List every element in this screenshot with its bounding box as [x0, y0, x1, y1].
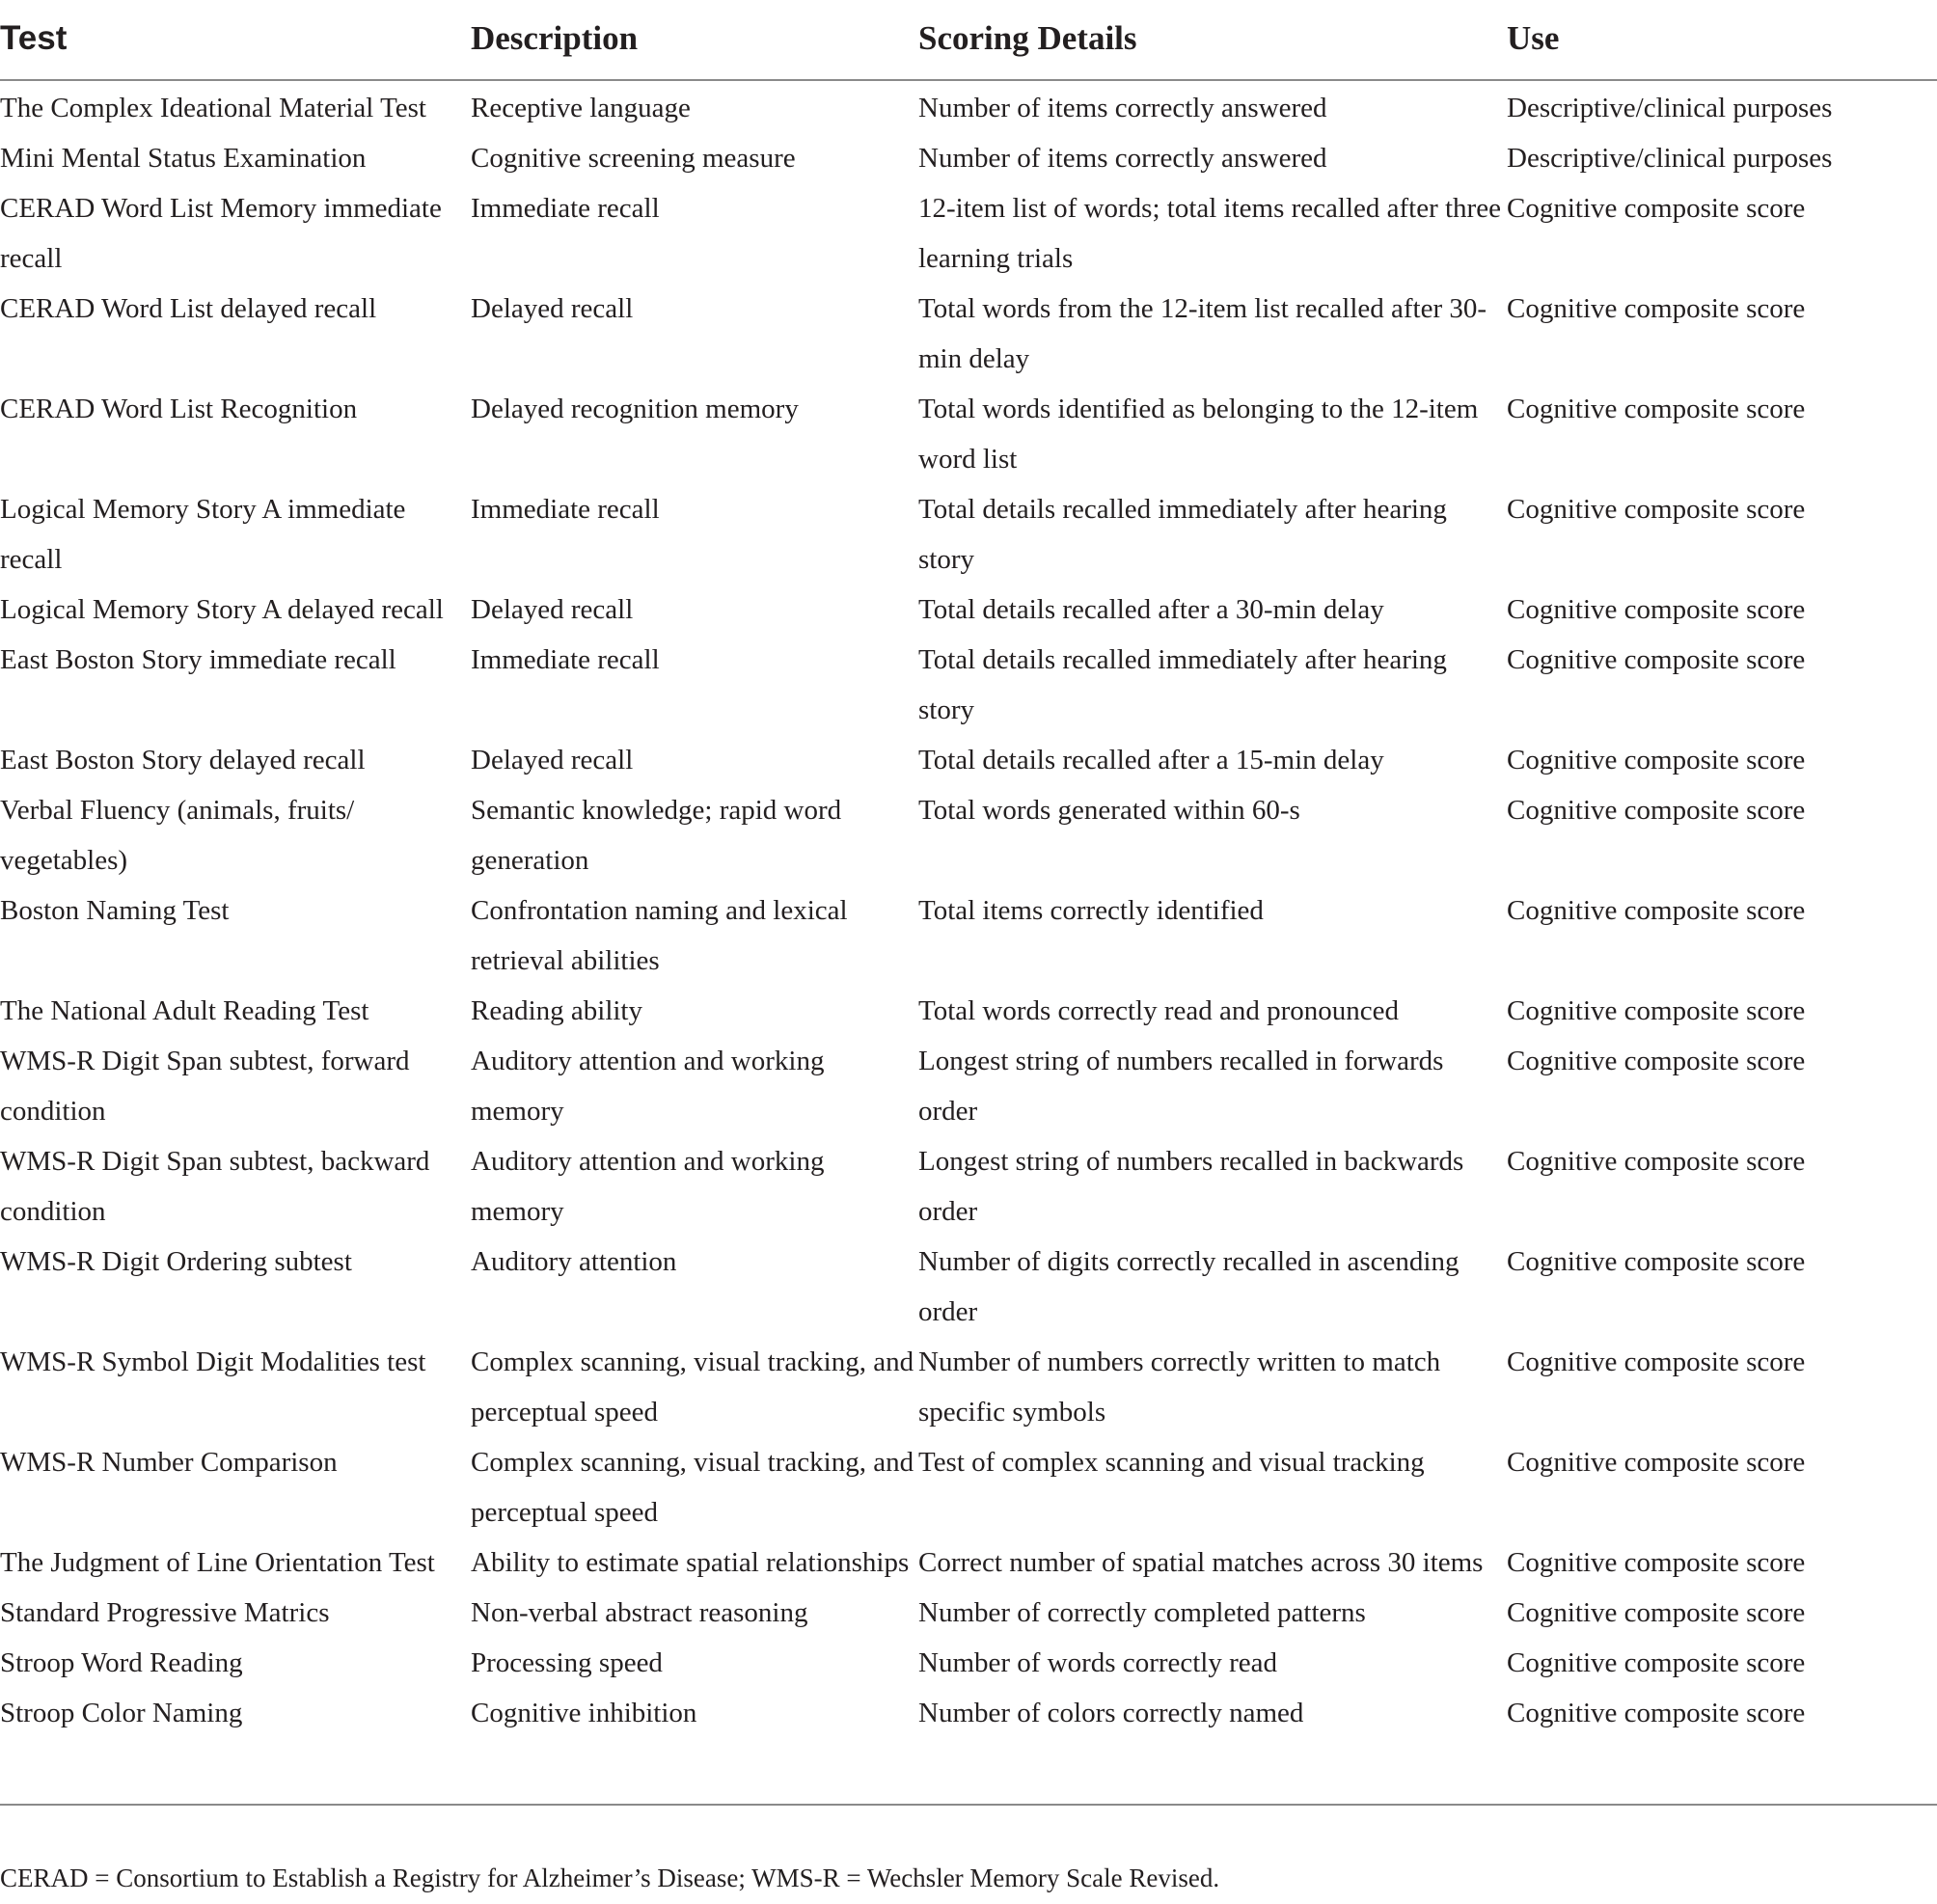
- cell-test: East Boston Story delayed recall: [0, 745, 366, 775]
- cell-test: The Judgment of Line Orientation Test: [0, 1547, 435, 1578]
- cell-use: Cognitive composite score: [1507, 1146, 1806, 1177]
- cell-use: Cognitive composite score: [1507, 1046, 1806, 1076]
- cell-use: Descriptive/clinical purposes: [1507, 143, 1833, 174]
- cell-description: Non-verbal abstract reasoning: [471, 1597, 808, 1628]
- table-row: [0, 183, 1937, 284]
- cell-test: Mini Mental Status Examination: [0, 143, 367, 174]
- table-row: [0, 1688, 1937, 1738]
- cell-scoring-details: Total details recalled after a 30-min delay: [918, 594, 1384, 625]
- cell-description: Ability to estimate spatial relationships: [471, 1547, 910, 1578]
- cell-test: East Boston Story immediate recall: [0, 644, 396, 675]
- cell-use: Cognitive composite score: [1507, 1547, 1806, 1578]
- cell-use: Cognitive composite score: [1507, 995, 1806, 1026]
- cell-scoring-details: Correct number of spatial matches across 30 items: [918, 1547, 1484, 1578]
- cell-description: Delayed recall: [471, 745, 634, 775]
- cell-description: Complex scanning, visual tracking, and perceptual speed: [471, 1346, 914, 1428]
- cell-use: Cognitive composite score: [1507, 594, 1806, 625]
- cell-scoring-details: Number of digits correctly recalled in ascending order: [918, 1246, 1460, 1327]
- cell-scoring-details: Number of items correctly answered: [918, 143, 1327, 174]
- cell-use: Cognitive composite score: [1507, 394, 1806, 424]
- cell-test: WMS-R Number Comparison: [0, 1447, 338, 1478]
- cell-description: Cognitive inhibition: [471, 1698, 697, 1728]
- cell-test: The Complex Ideational Material Test: [0, 93, 426, 123]
- cell-description: Auditory attention and working memory: [471, 1146, 825, 1227]
- cell-scoring-details: Number of correctly completed patterns: [918, 1597, 1366, 1628]
- cell-scoring-details: Total details recalled immediately after hearing story: [918, 644, 1447, 725]
- table-row: [0, 1237, 1937, 1337]
- cell-test: CERAD Word List delayed recall: [0, 293, 377, 324]
- cell-scoring-details: Total words identified as belonging to the 12-item word list: [918, 394, 1479, 475]
- column-header-use: Use: [1507, 0, 1937, 80]
- table-row: [0, 1437, 1937, 1537]
- column-header-description: Description: [471, 0, 918, 80]
- cell-test: Logical Memory Story A delayed recall: [0, 594, 444, 625]
- table-row: [0, 585, 1937, 635]
- cell-use: Descriptive/clinical purposes: [1507, 93, 1833, 123]
- cell-scoring-details: Total words generated within 60-s: [918, 795, 1300, 826]
- cell-test: Standard Progressive Matrics: [0, 1597, 330, 1628]
- cell-scoring-details: Test of complex scanning and visual tracking: [918, 1447, 1425, 1478]
- cell-use: Cognitive composite score: [1507, 1346, 1806, 1377]
- cell-description: Auditory attention: [471, 1246, 677, 1277]
- cell-test: CERAD Word List Memory immediate recall: [0, 193, 442, 274]
- cell-description: Confrontation naming and lexical retrieval abilities: [471, 895, 848, 976]
- cell-test: CERAD Word List Recognition: [0, 394, 358, 424]
- table-row: [0, 133, 1937, 183]
- table-row: [0, 1036, 1937, 1136]
- table-row: [0, 1588, 1937, 1638]
- cell-test: Verbal Fluency (animals, fruits/ vegetables): [0, 795, 355, 876]
- table-row: [0, 384, 1937, 484]
- cell-use: Cognitive composite score: [1507, 1698, 1806, 1728]
- table-row: [0, 1337, 1937, 1437]
- cell-use: Cognitive composite score: [1507, 644, 1806, 675]
- cell-scoring-details: Number of colors correctly named: [918, 1698, 1304, 1728]
- table-row: [0, 735, 1937, 785]
- cell-description: Immediate recall: [471, 193, 660, 224]
- cell-test: Boston Naming Test: [0, 895, 230, 926]
- cell-test: WMS-R Digit Span subtest, backward condition: [0, 1146, 430, 1227]
- table-row: [0, 80, 1937, 133]
- cell-description: Immediate recall: [471, 644, 660, 675]
- table-row: [0, 785, 1937, 885]
- header-row: [0, 0, 1937, 80]
- cell-use: Cognitive composite score: [1507, 1647, 1806, 1678]
- table-header: [0, 0, 1937, 80]
- cell-use: Cognitive composite score: [1507, 895, 1806, 926]
- cell-use: Cognitive composite score: [1507, 1447, 1806, 1478]
- column-header-scoring-details: Scoring Details: [918, 0, 1507, 80]
- cell-scoring-details: Total words from the 12-item list recalled after 30-min delay: [918, 293, 1487, 374]
- cell-scoring-details: Number of numbers correctly written to match specific symbols: [918, 1346, 1441, 1428]
- cell-scoring-details: 12-item list of words; total items recalled after three learning trials: [918, 193, 1501, 274]
- cell-use: Cognitive composite score: [1507, 193, 1806, 224]
- cell-use: Cognitive composite score: [1507, 293, 1806, 324]
- table-row: [0, 1638, 1937, 1688]
- cell-description: Delayed recall: [471, 594, 634, 625]
- table-footnote: CERAD = Consortium to Establish a Registry for Alzheimer’s Disease; WMS-R = Wechsler Memory Scale Revised.: [0, 1863, 1220, 1892]
- cell-test: The National Adult Reading Test: [0, 995, 369, 1026]
- table-row: [0, 885, 1937, 986]
- column-header-test: Test: [0, 0, 471, 80]
- table-row: [0, 986, 1937, 1036]
- cell-use: Cognitive composite score: [1507, 745, 1806, 775]
- cell-use: Cognitive composite score: [1507, 494, 1806, 525]
- cell-scoring-details: Total details recalled immediately after hearing story: [918, 494, 1447, 575]
- cell-scoring-details: Total words correctly read and pronounced: [918, 995, 1400, 1026]
- table-row: [0, 284, 1937, 384]
- table-bottom-rule: [0, 1804, 1937, 1806]
- table-body: [0, 80, 1937, 1738]
- cell-use: Cognitive composite score: [1507, 795, 1806, 826]
- table-row: [0, 1537, 1937, 1588]
- cell-scoring-details: Number of words correctly read: [918, 1647, 1278, 1678]
- cell-description: Cognitive screening measure: [471, 143, 796, 174]
- table-row: [0, 484, 1937, 585]
- cell-use: Cognitive composite score: [1507, 1246, 1806, 1277]
- cell-test: WMS-R Symbol Digit Modalities test: [0, 1346, 426, 1377]
- cell-test: WMS-R Digit Span subtest, forward condition: [0, 1046, 410, 1127]
- cell-scoring-details: Total items correctly identified: [918, 895, 1264, 926]
- cell-description: Reading ability: [471, 995, 642, 1026]
- table-row: [0, 635, 1937, 735]
- cell-description: Auditory attention and working memory: [471, 1046, 825, 1127]
- cell-description: Receptive language: [471, 93, 691, 123]
- cell-test: WMS-R Digit Ordering subtest: [0, 1246, 352, 1277]
- cell-description: Semantic knowledge; rapid word generation: [471, 795, 842, 876]
- cell-scoring-details: Longest string of numbers recalled in backwards order: [918, 1146, 1464, 1227]
- cell-description: Delayed recognition memory: [471, 394, 799, 424]
- cell-test: Stroop Color Naming: [0, 1698, 243, 1728]
- cell-description: Complex scanning, visual tracking, and perceptual speed: [471, 1447, 914, 1528]
- cell-scoring-details: Longest string of numbers recalled in forwards order: [918, 1046, 1444, 1127]
- cell-scoring-details: Total details recalled after a 15-min delay: [918, 745, 1384, 775]
- cell-test: Stroop Word Reading: [0, 1647, 243, 1678]
- cell-description: Immediate recall: [471, 494, 660, 525]
- cell-description: Processing speed: [471, 1647, 663, 1678]
- cell-description: Delayed recall: [471, 293, 634, 324]
- cell-test: Logical Memory Story A immediate recall: [0, 494, 406, 575]
- table-row: [0, 1136, 1937, 1237]
- cell-use: Cognitive composite score: [1507, 1597, 1806, 1628]
- cell-scoring-details: Number of items correctly answered: [918, 93, 1327, 123]
